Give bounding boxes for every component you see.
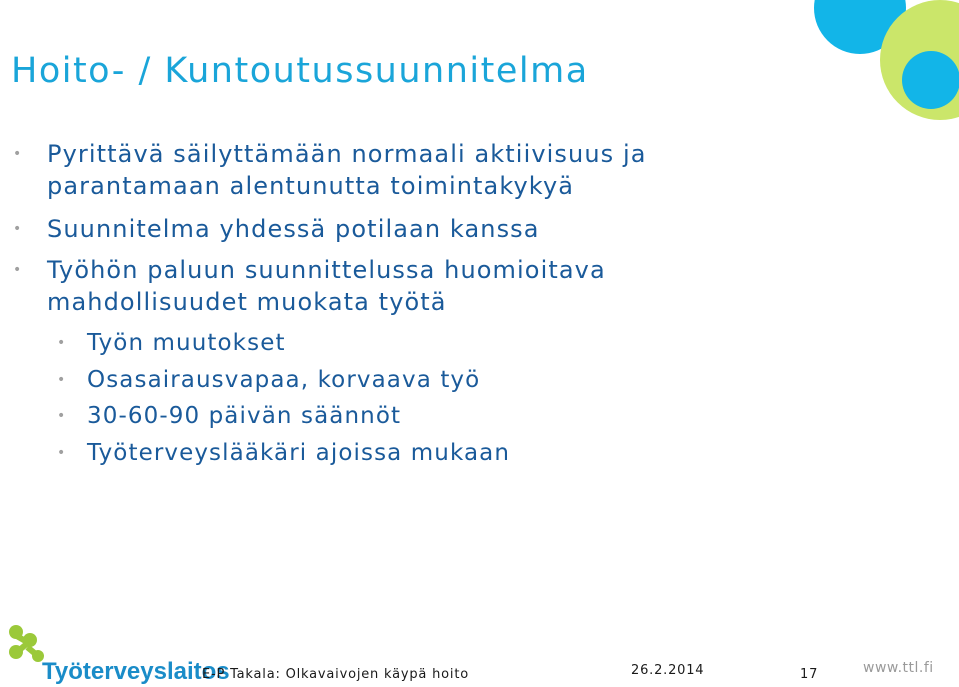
date-text: 26.2.2014 [631, 663, 705, 678]
bullet-dot-icon: • [13, 146, 23, 162]
logo-wordmark: Työterveyslaitos [42, 658, 230, 685]
bullet-dot-icon: • [13, 221, 23, 237]
bullet-dot-icon: • [13, 262, 23, 278]
bullet-item [13, 213, 540, 245]
website-link[interactable]: www.ttl.fi [863, 660, 934, 676]
bullet-dot-icon: • [57, 372, 67, 388]
presenter-text: E-P Takala: Olkavaivojen käypä hoito [202, 667, 469, 682]
sub-bullet-item [57, 437, 511, 469]
bullet-line: Työn muutokset [87, 330, 286, 356]
bullet-line: mahdollisuudet muokata työtä [47, 288, 447, 316]
bullet-line: Työhön paluun suunnittelussa huomioitava [47, 256, 606, 284]
bullet-dot-icon: • [57, 335, 67, 351]
bullet-item [13, 138, 647, 202]
bullet-line: Suunnitelma yhdessä potilaan kanssa [47, 215, 540, 243]
bullet-line: Osasairausvapaa, korvaava työ [87, 367, 481, 393]
bullet-dot-icon: • [57, 445, 67, 461]
bullet-line: Työterveyslääkäri ajoissa mukaan [87, 440, 511, 466]
slide-title: Hoito- / Kuntoutussuunnitelma [11, 51, 589, 91]
bullet-line: Pyrittävä säilyttämään normaali aktiivisuus ja [47, 140, 647, 168]
bullet-line: 30-60-90 päivän säännöt [87, 403, 402, 429]
bullet-dot-icon: • [57, 408, 67, 424]
page-number: 17 [800, 667, 819, 682]
sub-bullet-item [57, 400, 402, 432]
sub-bullet-item [57, 327, 286, 359]
bullet-line: parantamaan alentunutta toimintakykyä [47, 172, 575, 200]
circles-decoration-icon [814, 0, 959, 120]
sub-bullet-item [57, 364, 481, 396]
bullet-item [13, 254, 606, 318]
